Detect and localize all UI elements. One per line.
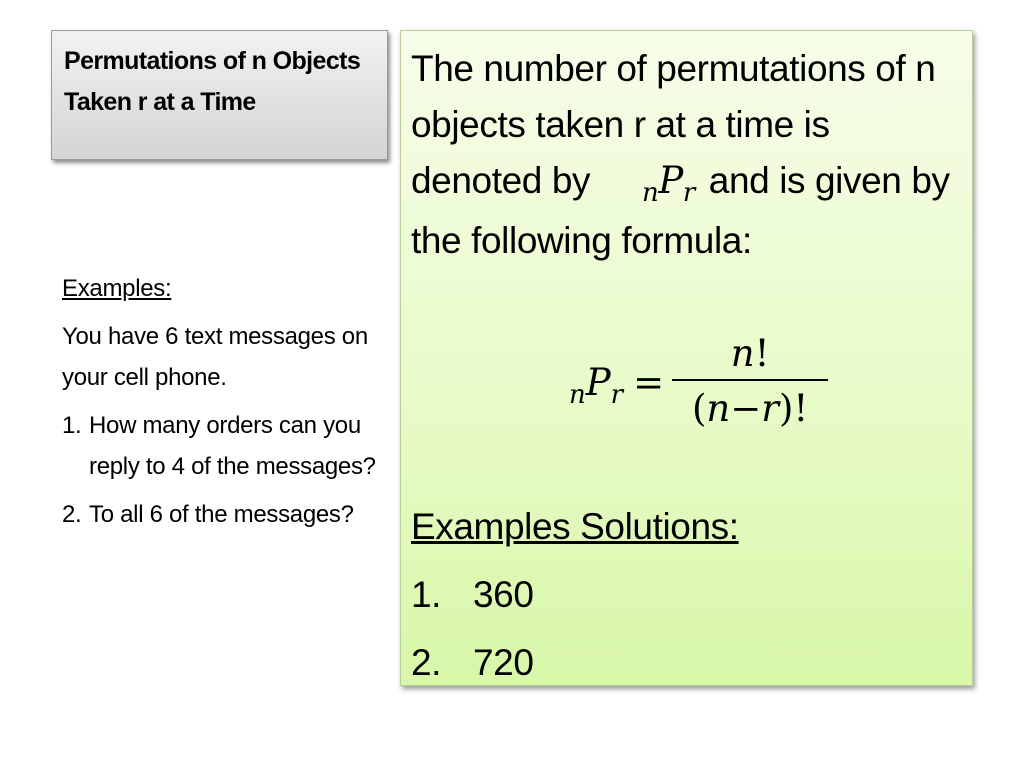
formula-subscript-n: n (569, 379, 586, 410)
formula-p: P (585, 360, 611, 404)
permutation-formula (569, 331, 828, 433)
definition-text-after: and is given by the following formula: (411, 160, 950, 261)
slide-title-box (51, 30, 388, 160)
solution-number: 2. (411, 642, 442, 683)
numerator-var: n (730, 332, 755, 375)
npr-p: P (658, 159, 683, 202)
denominator-factorial: ! (793, 387, 809, 430)
npr-symbol-inline (642, 153, 695, 213)
formula-subscript-r: r (610, 379, 624, 410)
solution-value: 360 (473, 574, 534, 615)
solution-item (411, 567, 739, 623)
formula-numerator (731, 331, 770, 379)
example-item-number: 2. (62, 501, 82, 528)
formula-equals: = (633, 360, 665, 404)
solution-item (411, 635, 739, 691)
solutions-heading: Examples Solutions: (411, 506, 739, 547)
denominator-r: r (761, 387, 779, 430)
examples-column (62, 268, 382, 542)
examples-heading: Examples: (62, 275, 172, 302)
formula-denominator (692, 381, 808, 433)
example-item-text: How many orders can you reply to 4 of the messages? (89, 412, 376, 480)
definition-text (411, 41, 958, 269)
numerator-factorial: ! (754, 332, 770, 375)
example-item-number: 1. (62, 412, 82, 439)
formula-fraction (672, 331, 828, 433)
formula-lhs (569, 360, 624, 410)
examples-intro: You have 6 text messages on your cell phone. (62, 323, 368, 391)
definition-text-before: The number of permutations of n objects taken r at a time is denoted by (411, 48, 936, 201)
denominator-close-paren: ) (778, 387, 794, 430)
solution-number: 1. (411, 574, 442, 615)
solutions-section (411, 499, 739, 703)
solution-value: 720 (473, 642, 534, 683)
npr-subscript-n: n (642, 178, 659, 208)
npr-subscript-r: r (682, 178, 695, 208)
denominator-open-paren: ( (691, 387, 707, 430)
example-item (62, 494, 382, 535)
example-item-text: To all 6 of the messages? (89, 501, 354, 528)
definition-box (400, 30, 973, 686)
denominator-minus: − (730, 387, 762, 430)
slide-title: Permutations of n Objects Taken r at a Time (64, 47, 361, 116)
example-item (62, 405, 382, 487)
denominator-n: n (706, 387, 731, 430)
